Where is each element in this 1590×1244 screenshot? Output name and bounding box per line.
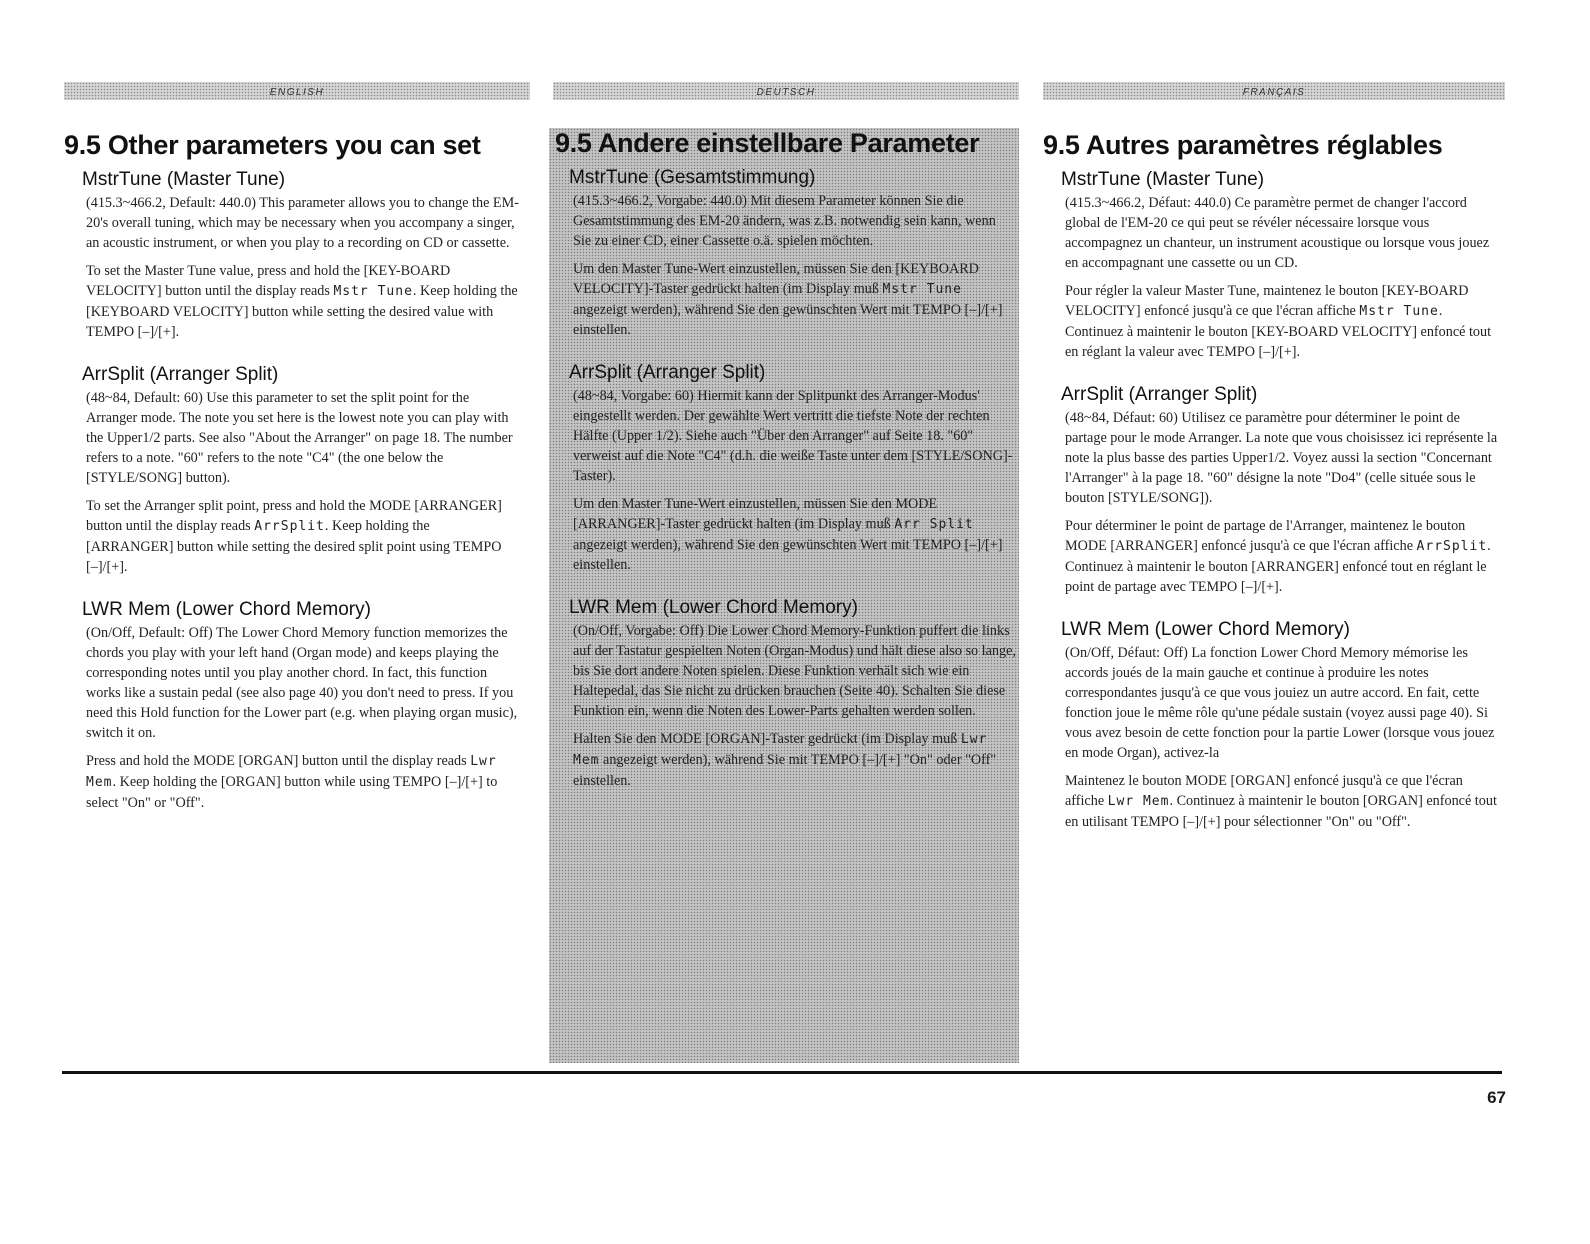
mstrtune-description: (415.3~466.2, Vorgabe: 440.0) Mit diesem Parameter können Sie die Gesamtstimmung des EM-20 ändern, was z.B. notwendig sein kann, wenn Sie zu einer CD, einer Cassette o.ä. spielen möchten. [573, 193, 996, 249]
french-column [1043, 130, 1503, 854]
lwrmem-section [1043, 619, 1503, 832]
lcd-arr-split: ArrSplit [254, 519, 325, 534]
lcd-arr-split: Arr Split [894, 517, 974, 532]
mstrtune-heading: MstrTune (Gesamtstimmung) [569, 167, 816, 188]
lwrmem-heading: LWR Mem (Lower Chord Memory) [82, 599, 371, 620]
lcd-arr-split: ArrSplit [1416, 539, 1488, 554]
mstrtune-section [1043, 169, 1503, 362]
mstrtune-heading: MstrTune (Master Tune) [1061, 169, 1265, 190]
lwrmem-heading: LWR Mem (Lower Chord Memory) [1061, 619, 1350, 640]
lwrmem-description: (On/Off, Défaut: Off) La fonction Lower Chord Memory mémorise les accords joués de la main gauche et continue à produire les notes correspondantes jusqu'à ce que vous jouiez un autre accord. En fait, cette fonction joue le même rôle qu'une pédale sustain (voyez aussi page 40). Si vous avez besoin de cette fonction pour la partie Lower (lorsque vous jouez en mode Organ), activez-la [1065, 645, 1495, 761]
arrsplit-description: (48~84, Vorgabe: 60) Hiermit kann der Splitpunkt des Arranger-Modus' eingestellt werden. Der gewählte Wert vertritt die tiefste Note der rechten Hälfte (Upper 1/2). Siehe auch "Über den Arranger" auf Seite 18. "60" verweist auf die Note "C4" (d.h. die weiße Taste unter dem [STYLE/SONG]-Taster). [573, 388, 1013, 484]
arrsplit-heading: ArrSplit (Arranger Split) [569, 362, 766, 383]
arrsplit-description: (48~84, Default: 60) Use this parameter to set the split point for the Arranger mode. The note you set here is the lowest note you can play with the Upper1/2 parts. See also "About the Arranger" on page 18. The number refers to a note. "60" refers to the note "C4" (the one below the [STYLE/SONG] button). [86, 390, 513, 486]
lcd-lwr-mem: Lwr Mem [86, 754, 497, 790]
mstrtune-instructions: Um den Master Tune-Wert einzustellen, müssen Sie den [KEYBOARD VELOCITY]-Taster gedrückt halten (im Display muß Mstr Tune angezeigt werden), während Sie den gewünschten Wert mit TEMPO [–]/[+] einstellen. [573, 261, 1003, 338]
arrsplit-description: (48~84, Défaut: 60) Utilisez ce paramètre pour déterminer le point de partage pour le mode Arranger. La note que vous choisissez ici représente la note la plus basse des parties Upper1/2. Voyez aussi la section "Concernant l'Arranger" à la page 18. "60" désigne la note "Do4" (celle située sous le bouton [STYLE/SONG]). [1065, 410, 1498, 506]
footer-rule [62, 1071, 1502, 1074]
page-number: 67 [1487, 1088, 1506, 1107]
lcd-lwr-mem: Lwr Mem [1107, 794, 1170, 809]
lcd-mstr-tune: Mstr Tune [333, 284, 413, 299]
arrsplit-section [551, 362, 1017, 575]
mstrtune-description: (415.3~466.2, Default: 440.0) This parameter allows you to change the EM-20's overall tuning, which may be necessary when you accompany a singer, an acoustic instrument, or when you play to a recording on CD or cassette. [86, 195, 519, 251]
lcd-mstr-tune: Mstr Tune [882, 282, 962, 297]
arrsplit-instructions: Pour déterminer le point de partage de l'Arranger, maintenez le bouton MODE [ARRANGER] enfoncé jusqu'à ce que l'écran affiche ArrSplit. Continuez à maintenir le bouton [ARRANGER] enfoncé tout en réglant le point de partage avec TEMPO [–]/[+]. [1065, 518, 1491, 595]
language-bar-francais: FRANÇAIS [1043, 82, 1505, 100]
lwrmem-description: (On/Off, Default: Off) The Lower Chord Memory function memorizes the chords you play with your left hand (Organ mode) and keeps playing the corresponding notes until you play another chord. In fact, this function works like a sustain pedal (see also page 40) you don't need to press. If you need this Hold function for the Lower part (e.g. when playing organ music), switch it on. [86, 625, 518, 741]
lwrmem-instructions: Maintenez le bouton MODE [ORGAN] enfoncé jusqu'à ce que l'écran affiche Lwr Mem. Continuez à maintenir le bouton [ORGAN] enfoncé tout en utilisant TEMPO [–]/[+] pour sélectionner "On" ou "Off". [1065, 773, 1497, 830]
lwrmem-section [551, 597, 1017, 791]
lwrmem-section [64, 599, 520, 813]
lcd-mstr-tune: Mstr Tune [1359, 304, 1439, 319]
lwrmem-instructions: Halten Sie den MODE [ORGAN]-Taster gedrückt (im Display muß Lwr Mem angezeigt werden), während Sie mit TEMPO [–]/[+] "On" oder "Off" einstellen. [573, 731, 997, 789]
arrsplit-heading: ArrSplit (Arranger Split) [1061, 384, 1258, 405]
arrsplit-instructions: Um den Master Tune-Wert einzustellen, müssen Sie den MODE [ARRANGER]-Taster gedrückt halten (im Display muß Arr Split angezeigt werden), während Sie den gewünschten Wert mit TEMPO [–]/[+] einstellen. [573, 496, 1003, 573]
mstrtune-section [551, 167, 1017, 340]
language-bar-english: ENGLISH [64, 82, 530, 100]
section-title: 9.5 Andere einstellbare Parameter [555, 128, 980, 158]
arrsplit-instructions: To set the Arranger split point, press and hold the MODE [ARRANGER] button until the display reads ArrSplit. Keep holding the [ARRANGER] button while setting the desired split point using TEMPO [–]/[+]. [86, 498, 502, 575]
language-bar-deutsch: DEUTSCH [553, 82, 1019, 100]
german-column [551, 128, 1017, 813]
arrsplit-section [1043, 384, 1503, 597]
mstrtune-instructions: To set the Master Tune value, press and hold the [KEY-BOARD VELOCITY] button until the display reads Mstr Tune. Keep holding the [KEYBOARD VELOCITY] button while setting the desired value with TEMPO [–]/[+]. [86, 263, 518, 340]
mstrtune-heading: MstrTune (Master Tune) [82, 169, 286, 190]
arrsplit-section [64, 364, 520, 577]
english-column [64, 130, 520, 835]
lwrmem-heading: LWR Mem (Lower Chord Memory) [569, 597, 858, 618]
section-title: 9.5 Other parameters you can set [64, 130, 481, 160]
mstrtune-instructions: Pour régler la valeur Master Tune, maintenez le bouton [KEY-BOARD VELOCITY] enfoncé jusqu'à ce que l'écran affiche Mstr Tune. Continuez à maintenir le bouton [KEY-BOARD VELOCITY] enfoncé tout en réglant la valeur avec TEMPO [–]/[+]. [1065, 283, 1492, 360]
lcd-lwr-mem: Lwr Mem [573, 732, 988, 768]
lwrmem-instructions: Press and hold the MODE [ORGAN] button until the display reads Lwr Mem. Keep holding the [ORGAN] button while using TEMPO [–]/[+] to select "On" or "Off". [86, 753, 498, 811]
section-title: 9.5 Autres paramètres réglables [1043, 130, 1443, 160]
lwrmem-description: (On/Off, Vorgabe: Off) Die Lower Chord Memory-Funktion puffert die links auf der Tastatur gespielten Noten (Organ-Modus) und hält diese also so lange, bis Sie dort andere Noten spielen. Diese Funktion verhält sich wie ein Haltepedal, das Sie nicht zu drücken brauchen (Seite 40). Schalten Sie diese Funktion ein, wenn die Noten des Lower-Parts gehalten werden sollen. [573, 623, 1016, 719]
arrsplit-heading: ArrSplit (Arranger Split) [82, 364, 279, 385]
mstrtune-description: (415.3~466.2, Défaut: 440.0) Ce paramètre permet de changer l'accord global de l'EM-20 ce qui peut se révéler nécessaire lorsque vous accompagnez un chanteur, un instrument acoustique ou lorsque vous jouez en accompagnant une cassette ou un CD. [1065, 195, 1490, 271]
mstrtune-section [64, 169, 520, 342]
